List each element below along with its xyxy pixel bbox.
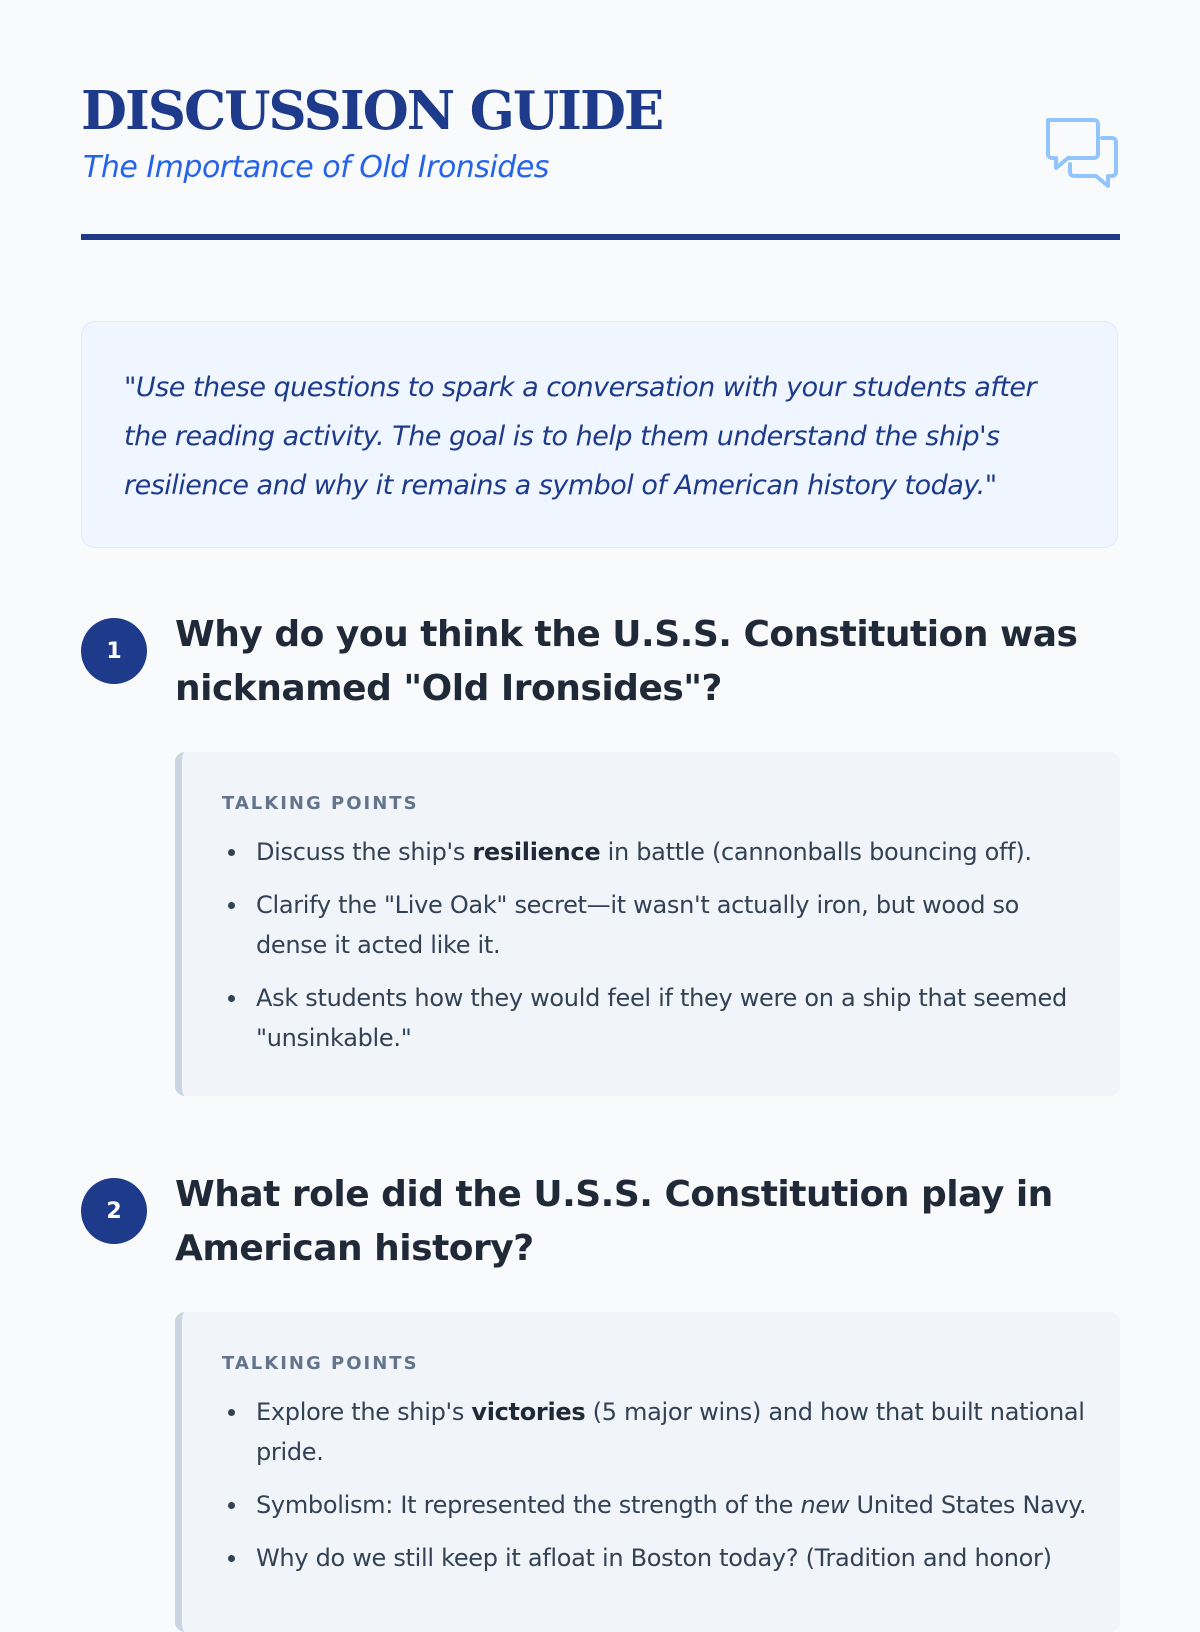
talking-points-list xyxy=(222,1392,1092,1591)
chat-bubbles-icon xyxy=(1042,114,1120,192)
talking-points-box xyxy=(175,1312,1120,1632)
page-title: DISCUSSION GUIDE xyxy=(81,80,663,142)
talking-points-box xyxy=(175,752,1120,1096)
list-item: Explore the ship's victories (5 major wins) and how that built national pride. xyxy=(222,1392,1092,1472)
header xyxy=(81,0,1120,240)
intro-quote-box xyxy=(81,321,1118,548)
talking-points-label: TALKING POINTS xyxy=(222,793,419,814)
header-divider xyxy=(81,234,1120,240)
list-item: Ask students how they would feel if they were on a ship that seemed "unsinkable." xyxy=(222,978,1092,1058)
question-text: What role did the U.S.S. Constitution play in American history? xyxy=(175,1174,1053,1269)
question-number-badge: 1 xyxy=(81,618,147,684)
list-item: Clarify the "Live Oak" secret—it wasn't actually iron, but wood so dense it acted like it. xyxy=(222,885,1092,965)
question-text: Why do you think the U.S.S. Constitution was nicknamed "Old Ironsides"? xyxy=(175,614,1078,709)
page-subtitle: The Importance of Old Ironsides xyxy=(83,150,549,185)
discussion-guide-page xyxy=(81,0,1120,1572)
talking-points-label: TALKING POINTS xyxy=(222,1353,419,1374)
list-item: Why do we still keep it afloat in Boston today? (Tradition and honor) xyxy=(222,1538,1092,1578)
intro-quote: "Use these questions to spark a conversation with your students after the reading activity. The goal is to help them understand the ship's resilience and why it remains a symbol of American history today." xyxy=(124,372,1037,501)
talking-points-list xyxy=(222,832,1092,1071)
question-number-badge: 2 xyxy=(81,1178,147,1244)
list-item: Discuss the ship's resilience in battle (cannonballs bouncing off). xyxy=(222,832,1092,872)
list-item: Symbolism: It represented the strength of the new United States Navy. xyxy=(222,1485,1092,1525)
